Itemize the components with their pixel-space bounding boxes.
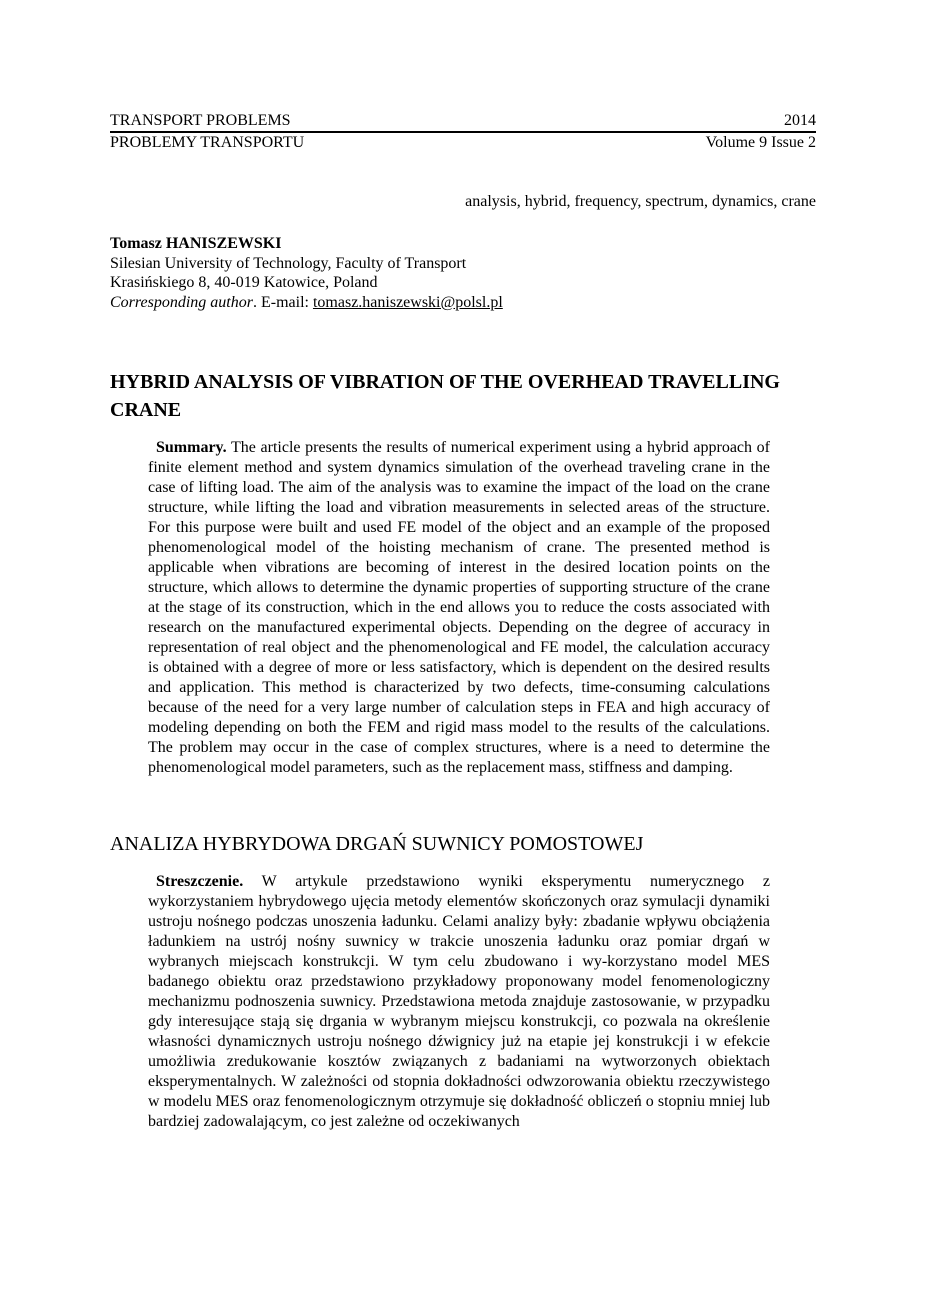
article-title-pl: ANALIZA HYBRYDOWA DRGAŃ SUWNICY POMOSTOWEJ (110, 833, 644, 855)
keywords-line: analysis, hybrid, frequency, spectrum, dynamics, crane (465, 193, 816, 210)
corresponding-author-line (110, 293, 816, 313)
journal-year: 2014 (784, 112, 816, 129)
journal-volume-issue: Volume 9 Issue 2 (705, 134, 816, 151)
streszczenie-text: W artykule przedstawiono wyniki eksperymentu numerycznego z wykorzystaniem hybrydowego ujęcia metody elementów skończonych oraz symulacji dynamiki ustroju nośnego podczas unoszenia ładunku. Celami analizy były: zbadanie wpływu obciążenia ładunkiem na ustrój nośny suwnicy w trakcie unoszenia ładunku oraz pomiar drgań w wybranych miejscach konstrukcji. W tym celu zbudowano i wy-korzystano model MES badanego obiektu oraz przedstawiono przykładowy proponowany model fenomenologiczny mechanizmu podnoszenia suwnicy. Przedstawiona metoda znajduje zastosowanie, w przypadku gdy interesujące stają się drgania w wybranym miejscu konstrukcji, co pozwala na określenie własności dynamicznych ustroju nośnego dźwignicy już na etapie jej konstrukcji i w efekcie umożliwia zredukowanie kosztów związanych z badaniami na wytworzonych obiektach eksperymentalnych. W zależności od stopnia dokładności odwzorowania obiektu rzeczywistego w modelu MES oraz fenomenologicznym otrzymuje się dokładność obliczeń o stopniu mniej lub bardziej zadowalającym, co jest zależne od oczekiwanych (148, 873, 770, 1130)
masthead-row-primary (110, 111, 816, 133)
author-affiliation: Silesian University of Technology, Faculty of Transport (110, 254, 467, 272)
journal-title-pl: PROBLEMY TRANSPORTU (110, 134, 305, 151)
author-name: Tomasz HANISZEWSKI (110, 235, 282, 252)
streszczenie-paragraph (148, 872, 770, 1132)
masthead-row-secondary (110, 133, 816, 153)
author-address: Krasińskiego 8, 40-019 Katowice, Poland (110, 274, 378, 291)
corresponding-author-label: Corresponding author (110, 293, 253, 311)
author-block (110, 234, 816, 312)
email-prefix: . E-mail: (252, 293, 313, 311)
summary-text: The article presents the results of numerical experiment using a hybrid approach of finite element method and system dynamics simulation of the overhead traveling crane in the case of lifting load. The aim of the analysis was to examine the impact of the load on the crane structure, while lifting the load and vibration measurements in selected areas of the structure. For this purpose were built and used FE model of the object and an example of the proposed phenomenological model of the hoisting mechanism of crane. The presented method is applicable when vibrations are becoming of interest in the desired location points on the structure, which allows to determine the dynamic properties of supporting structure of the crane at the stage of its construction, which in the end allows you to reduce the costs associated with research on the manufactured experimental objects. Depending on the degree of accuracy in representation of real object and the phenomenological and FE model, the calculation accuracy is obtained with a degree of more or less satisfactory, which is dependent on the desired results and application. This method is characterized by two defects, time-consuming calculations because of the need for a very large number of calculation steps in FEA and high accuracy of modeling depending on both the FEM and rigid mass model to the results of the calculations. The problem may occur in the case of complex structures, where is a need to determine the phenomenological model parameters, such as the replacement mass, stiffness and damping. (148, 439, 770, 776)
journal-masthead (110, 111, 816, 153)
journal-title-en: TRANSPORT PROBLEMS (110, 112, 291, 129)
summary-label: Summary. (156, 439, 227, 456)
summary-paragraph (148, 438, 770, 778)
streszczenie-label: Streszczenie. (156, 873, 244, 890)
author-email-link[interactable]: tomasz.haniszewski@polsl.pl (312, 293, 503, 311)
article-title-en: HYBRID ANALYSIS OF VIBRATION OF THE OVERHEAD TRAVELLING CRANE (110, 371, 780, 421)
